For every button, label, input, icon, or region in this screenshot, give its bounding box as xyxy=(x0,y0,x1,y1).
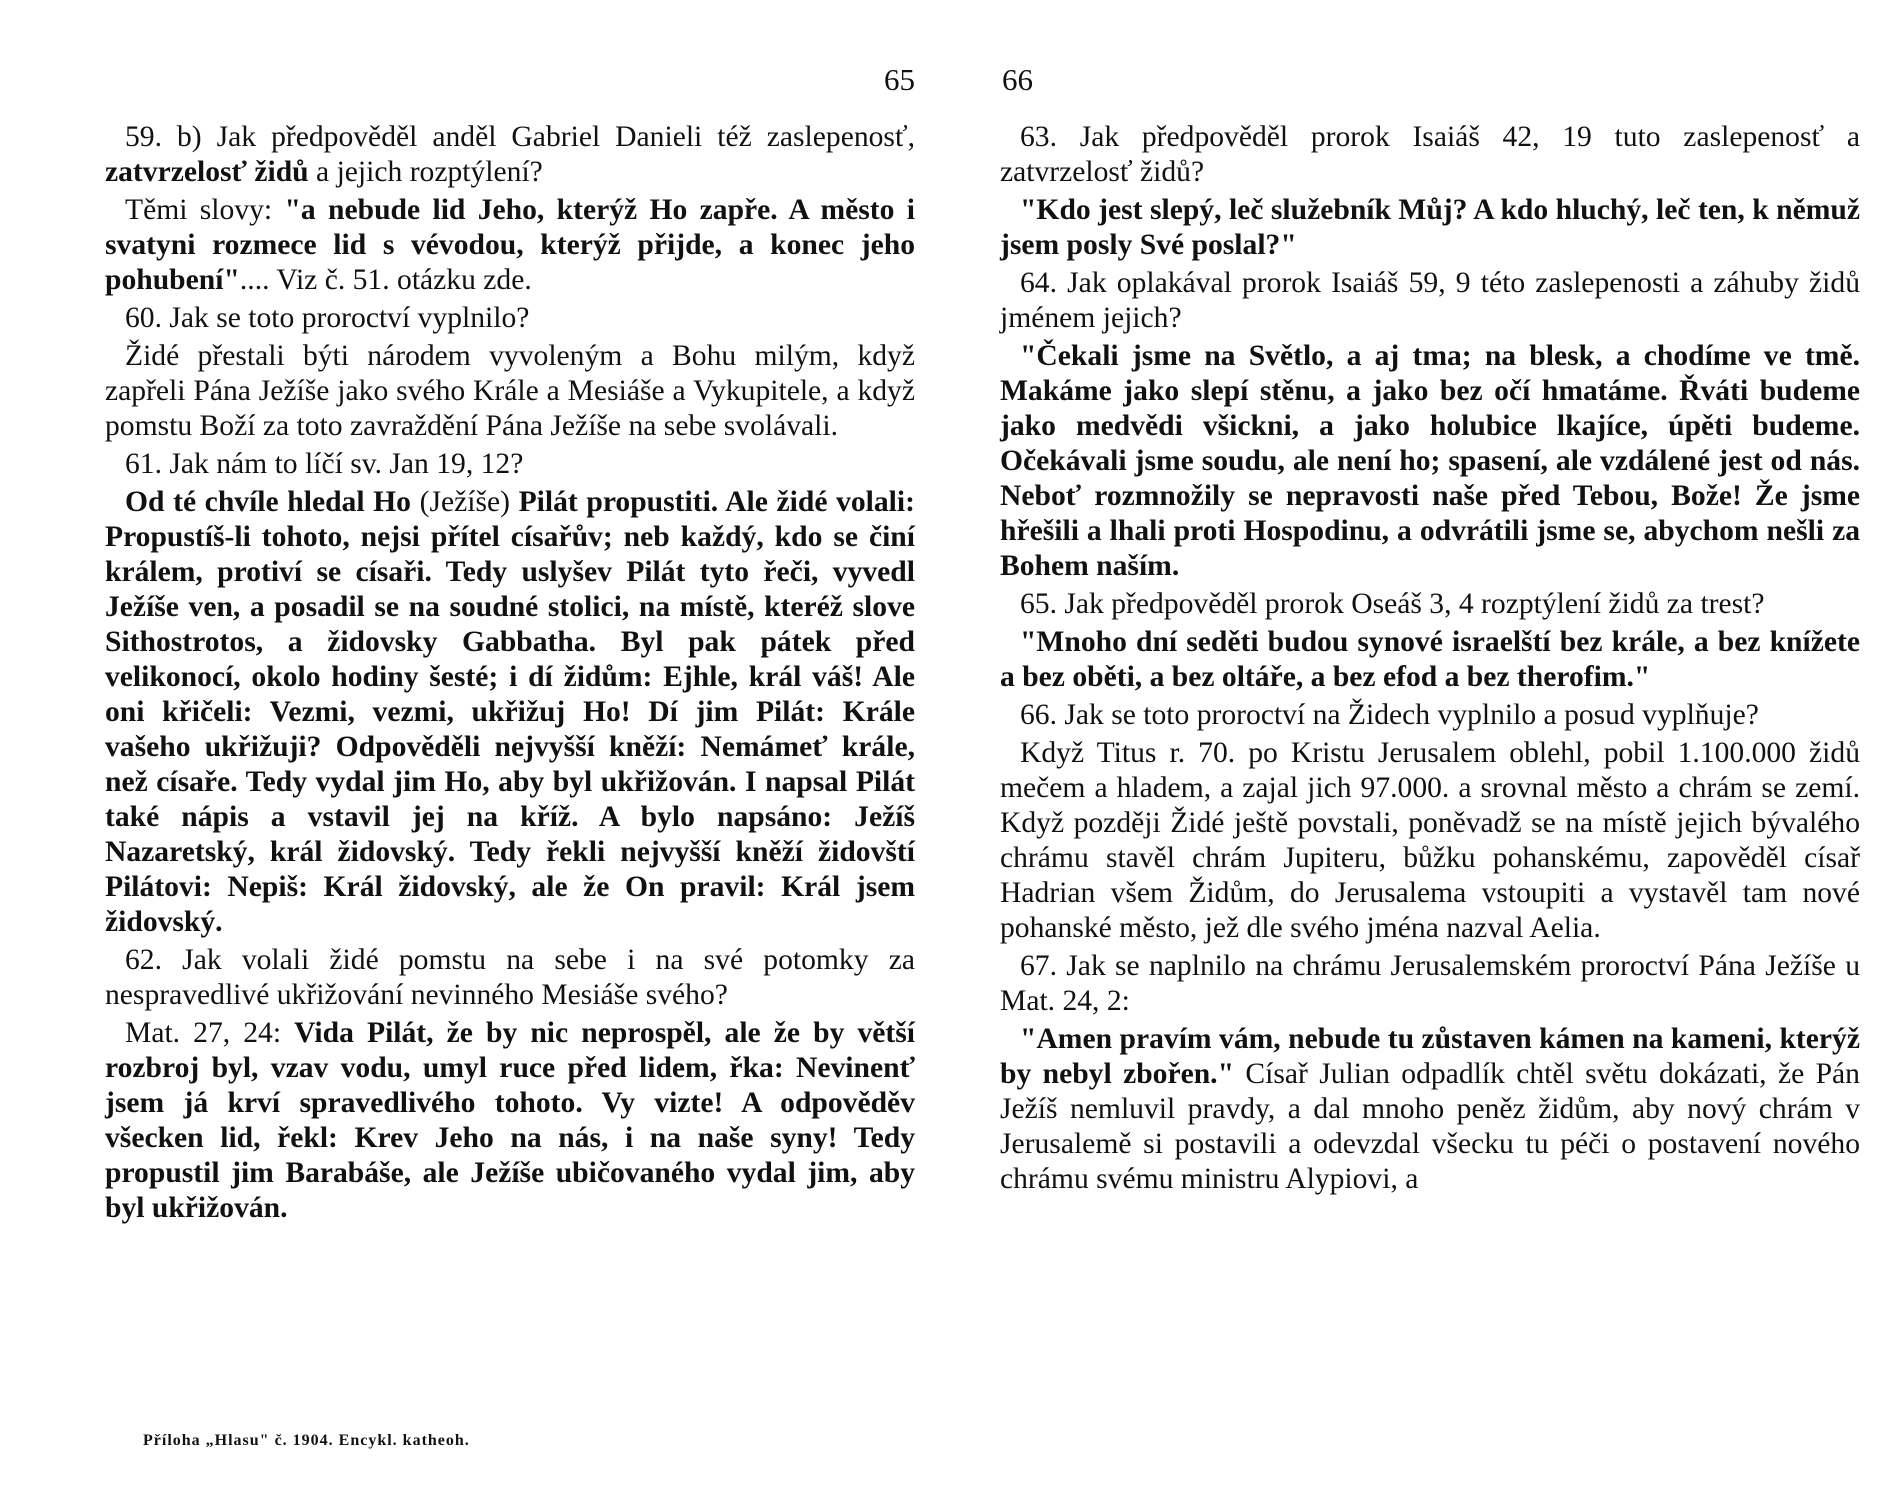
question-65: 65. Jak předpověděl prorok Oseáš 3, 4 rozptýlení židů za trest? xyxy=(1020,588,1765,620)
answer-62: Mat. 27, 24: Vida Pilát, že by nic neprospěl, ale že by větší rozbroj byl, vzav vodu, umyl ruce před lidem, řka: Nevinenť jsem já krví spravedlivého tohoto. Vy vizte! A odpověděv všecken lid, řekl: Krev Jeho na nás, i na naše syny! Tedy propustil jim Barabáše, ale Ježíše ubičovaného vydal jim, aby byl ukřižován. xyxy=(105,1017,915,1224)
answer-67: "Amen pravím vám, nebude tu zůstaven kámen na kameni, kterýž by nebyl zbořen." Císař Julian odpadlík chtěl světu dokázati, že Pán Ježíš nemluvil pravdy, a dal mnoho peněz židům, aby nový chrám v Jerusalemě si postavili a odevzdal všecku tu péči o postavení nového chrámu svému ministru Alypiovi, a xyxy=(1000,1023,1860,1195)
answer-64: "Čekali jsme na Světlo, a aj tma; na blesk, a chodíme ve tmě. Makáme jako slepí stěnu, a jako bez očí hmatáme. Řváti budeme jako medvědi všickni, a jako holubice lkajíce, úpěti budeme. Očekávali jsme soudu, ale není ho; spasení, ale vzdálené jest od nás. Neboť rozmnožily se nepravosti naše před Tebou, Bože! Že jsme hřešili a lhali proti Hospodinu, a odvrátili jsme se, abychom nešli za Bohem naším. xyxy=(1000,340,1860,582)
footer-note: Příloha „Hlasu" č. 1904. Encykl. katheoh. xyxy=(143,1432,470,1449)
question-67: 67. Jak se naplnilo na chrámu Jerusalemském proroctví Pána Ježíše u Mat. 24, 2: xyxy=(1000,950,1860,1017)
question-61: 61. Jak nám to líčí sv. Jan 19, 12? xyxy=(125,448,524,480)
page-number: 66 xyxy=(1002,62,1033,97)
page-content xyxy=(1000,120,1860,1200)
answer-63: "Kdo jest slepý, leč služebník Můj? A kdo hluchý, leč ten, k němuž jsem posly Své poslal?" xyxy=(1000,194,1860,261)
question-64: 64. Jak oplakával prorok Isaiáš 59, 9 této zaslepenosti a záhuby židů jménem jejich? xyxy=(1000,267,1860,334)
question-59: 59. b) Jak předpověděl anděl Gabriel Danieli též zaslepenosť, zatvrzelosť židů a jejich rozptýlení? xyxy=(105,121,915,188)
question-63: 63. Jak předpověděl prorok Isaiáš 42, 19 tuto zaslepenosť a zatvrzelosť židů? xyxy=(1000,121,1860,188)
question-62: 62. Jak volali židé pomstu na sebe i na své potomky za nespravedlivé ukřižování nevinného Mesiáše svého? xyxy=(105,944,915,1011)
answer-65: "Mnoho dní seděti budou synové israelští bez krále, a bez knížete a bez oběti, a bez oltáře, a bez efod a bez therofim." xyxy=(1000,626,1860,693)
question-66: 66. Jak se toto proroctví na Židech vyplnilo a posud vyplňuje? xyxy=(1020,699,1759,731)
answer-60: Židé přestali býti národem vyvoleným a Bohu milým, když zapřeli Pána Ježíše jako svého Krále a Mesiáše a Vykupitele, a když pomstu Boží za toto zavraždění Pána Ježíše na sebe svolávali. xyxy=(105,340,915,442)
question-60: 60. Jak se toto proroctví vyplnilo? xyxy=(125,302,530,334)
answer-66: Když Titus r. 70. po Kristu Jerusalem oblehl, pobil 1.100.000 židů mečem a hladem, a zajal jich 97.000. a srovnal město a chrám se zemí. Když později Židé ještě povstali, poněvadž se na místě jejich bývalého chrámu stavěl chrám Jupiteru, bůžku pohanskému, zapověděl císař Hadrian všem Židům, do Jerusalema vstoupiti a vystavěl tam nové pohanské město, jež dle svého jména nazval Aelia. xyxy=(1000,737,1860,944)
answer-59: Těmi slovy: "a nebude lid Jeho, kterýž Ho zapře. A město i svatyni rozmece lid s vévodou, kterýž přijde, a konec jeho pohubení".... Viz č. 51. otázku zde. xyxy=(105,194,915,296)
page-content xyxy=(105,120,915,1229)
answer-61: Od té chvíle hledal Ho (Ježíše) Pilát propustiti. Ale židé volali: Propustíš-li tohoto, nejsi přítel císařův; neb každý, kdo se činí králem, protiví se císaři. Tedy uslyšev Pilát tyto řeči, vyvedl Ježíše ven, a posadil se na soudné stolici, na místě, kteréž slove Sithostrotos, a židovsky Gabbatha. Byl pak pátek před velikonocí, okolo hodiny šesté; i dí židům: Ejhle, král váš! Ale oni křičeli: Vezmi, vezmi, ukřižuj Ho! Dí jim Pilát: Krále vašeho ukřižuji? Odpověděli nejvyšší kněží: Nemámeť krále, než císaře. Tedy vydal jim Ho, aby byl ukřižován. I napsal Pilát také nápis a vstavil jej na kříž. A bylo napsáno: Ježíš Nazaretský, král židovský. Tedy řekli nejvyšší kněží židovští Pilátovi: Nepiš: Král židovský, ale že On pravil: Král jsem židovský. xyxy=(105,486,915,938)
page-number: 65 xyxy=(884,62,915,97)
